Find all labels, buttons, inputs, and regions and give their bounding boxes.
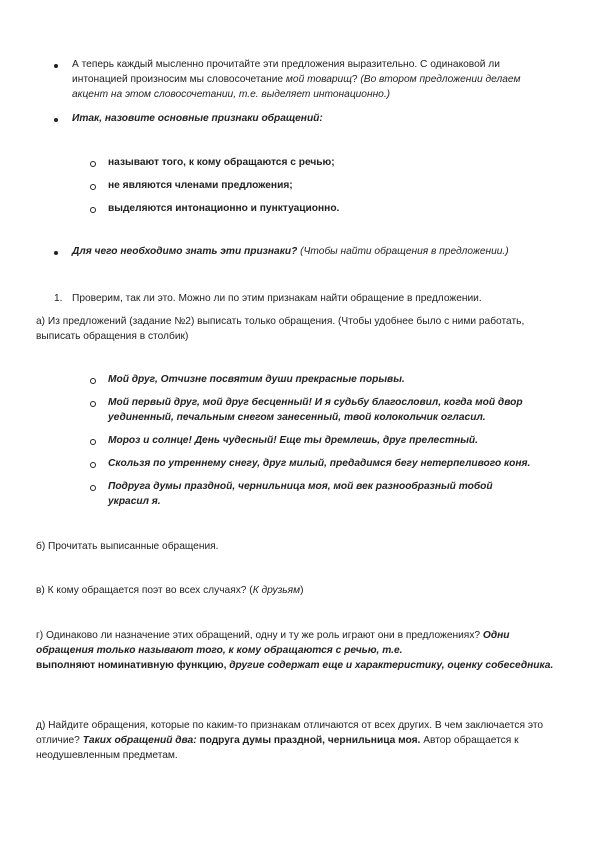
bullet-italic: мой товарищ bbox=[285, 74, 352, 85]
sign-item: выделяются интонационно и пунктуационно. bbox=[108, 203, 340, 214]
bullet-text: А теперь каждый мысленно прочитайте эти предложения выразительно. С одинаковой ли интонацией произносим мы словосочетание bbox=[72, 59, 500, 85]
task-g bbox=[36, 628, 556, 673]
circle-bullet bbox=[90, 161, 96, 167]
why-question: Для чего необходимо знать эти признаки? bbox=[72, 246, 298, 257]
bullet-tail: ? bbox=[351, 74, 361, 85]
bullet-dot bbox=[54, 64, 58, 68]
circle-bullet bbox=[90, 462, 96, 468]
circle-bullet bbox=[90, 184, 96, 190]
circle-bullet bbox=[90, 439, 96, 445]
list-number: 1. bbox=[54, 293, 63, 304]
task-v bbox=[36, 583, 304, 598]
task-d-tail: Автор обращается к неодушевленным предметам. bbox=[36, 735, 519, 761]
task-v-text: в) К кому обращается поэт во всех случаях? ( bbox=[36, 585, 253, 596]
why-answer: (Чтобы найти обращения в предложении.) bbox=[297, 246, 509, 257]
circle-bullet bbox=[90, 401, 96, 407]
task-g-answer-2: выполняют номинативную функцию, bbox=[36, 660, 227, 671]
bullet-dot bbox=[54, 118, 58, 122]
task-g-answer-3: другие содержат еще и характеристику, оценку собеседника. bbox=[226, 660, 554, 671]
sentence-item: Мой первый друг, мой друг бесценный! И я судьбу благословил, когда мой двор уединенный, печальным снегом занесенный, твой колокольчик огласил. bbox=[108, 397, 523, 423]
task-b: б) Прочитать выписанные обращения. bbox=[36, 541, 219, 552]
bullet-question: Итак, назовите основные признаки обращений: bbox=[72, 113, 323, 124]
task-d-text: д) Найдите обращения, которые по каким-то признакам отличаются от всех других. В чем заключается это отличие? bbox=[36, 720, 544, 746]
bullet-paragraph bbox=[72, 244, 542, 259]
circle-bullet bbox=[90, 485, 96, 491]
bullet-paragraph bbox=[72, 57, 542, 102]
task-g-text: г) Одинаково ли назначение этих обращений, одну и ту же роль играют они в предложениях? bbox=[36, 630, 483, 641]
task-v-answer: К друзьям bbox=[252, 585, 301, 596]
task-a: а) Из предложений (задание №2) выписать только обращения. (Чтобы удобнее было с ними работать, выписать обращения в столбик) bbox=[36, 316, 525, 342]
bullet-dot bbox=[54, 251, 58, 255]
circle-bullet bbox=[90, 378, 96, 384]
circle-bullet bbox=[90, 207, 96, 213]
task-v-close: ) bbox=[300, 585, 304, 596]
bullet-answer: (Во втором предложении делаем акцент на этом словосочетании, т.е. выделяет интонационно.) bbox=[72, 74, 521, 100]
sign-item: называют того, к кому обращаются с речью; bbox=[108, 157, 335, 168]
sentence-item: Мороз и солнце! День чудесный! Еще ты дремлешь, друг прелестный. bbox=[108, 435, 478, 446]
task-d-answer-2: подруга думы праздной, чернильница моя. bbox=[196, 735, 421, 746]
sentence-item: Мой друг, Отчизне посвятим души прекрасные порывы. bbox=[108, 374, 405, 385]
task-d-answer-1: Таких обращений два: bbox=[82, 735, 197, 746]
task-g-answer-1: Одни обращения только называют того, к кому обращаются с речью, т.е. bbox=[36, 630, 510, 656]
task-d bbox=[36, 718, 556, 763]
sign-item: не являются членами предложения; bbox=[108, 180, 293, 191]
sentence-item: Подруга думы праздной, чернильница моя, мой век разнообразный тобой украсил я. bbox=[108, 481, 493, 507]
numbered-text: Проверим, так ли это. Можно ли по этим признакам найти обращение в предложении. bbox=[72, 293, 482, 304]
sentence-item: Скользя по утреннему снегу, друг милый, предадимся бегу нетерпеливого коня. bbox=[108, 458, 531, 469]
